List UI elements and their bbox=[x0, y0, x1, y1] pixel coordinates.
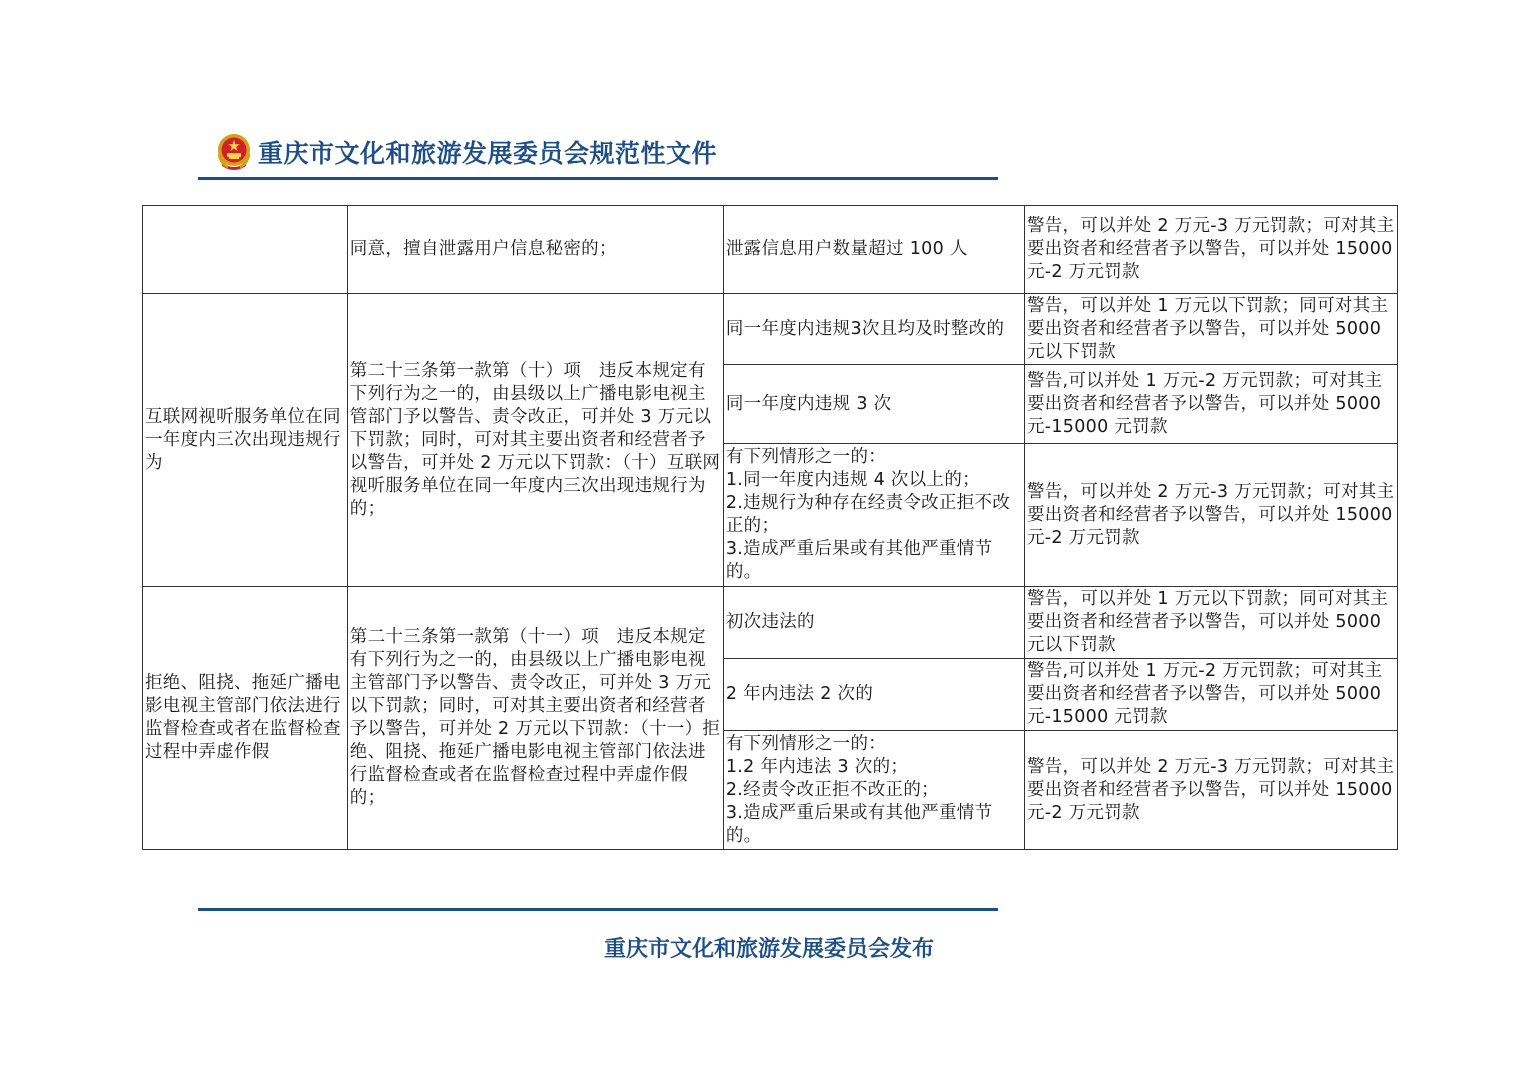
provision-cell: 同意，擅自泄露用户信息秘密的； bbox=[347, 206, 723, 294]
footer-rule bbox=[198, 908, 998, 911]
circumstance-cell: 有下列情形之一的： 1.同一年度内违规 4 次以上的； 2.违规行为种存在经责令改正拒不改正的； 3.造成严重后果或有其他严重情节的。 bbox=[723, 444, 1024, 587]
provision-cell: 第二十三条第一款第（十）项 违反本规定有下列行为之一的，由县级以上广播电影电视主管部门予以警告、责令改正，可并处 3 万元以下罚款；同时，可对其主要出资者和经营者予以警告，可并处 2 万元以下罚款：（十）互联网视听服务单位在同一年度内三次出现违规行为的； bbox=[347, 294, 723, 587]
circumstance-cell: 初次违法的 bbox=[723, 587, 1024, 659]
document-header bbox=[216, 132, 717, 172]
penalty-cell: 警告，可以并处 2 万元-3 万元罚款；可对其主要出资者和经营者予以警告，可以并处 15000 元-2 万元罚款 bbox=[1024, 206, 1397, 294]
table-row bbox=[143, 587, 1398, 659]
penalty-table bbox=[142, 205, 1398, 850]
penalty-cell: 警告，可以并处 1 万元以下罚款；同可对其主要出资者和经营者予以警告，可以并处 5000 元以下罚款 bbox=[1024, 294, 1397, 365]
violation-cell bbox=[143, 206, 348, 294]
circumstance-cell: 同一年度内违规3次且均及时整改的 bbox=[723, 294, 1024, 365]
provision-cell: 第二十三条第一款第（十一）项 违反本规定有下列行为之一的，由县级以上广播电影电视主管部门予以警告、责令改正，可并处 3 万元以下罚款；同时，可对其主要出资者和经营者予以警告，可并处 2 万元以下罚款：（十一）拒绝、阻挠、拖延广播电影电视主管部门依法进行监督检查或者在监督检查过程中弄虚作假的； bbox=[347, 587, 723, 850]
penalty-cell: 警告，可以并处 2 万元-3 万元罚款；可对其主要出资者和经营者予以警告，可以并处 15000 元-2 万元罚款 bbox=[1024, 444, 1397, 587]
violation-cell: 拒绝、阻挠、拖延广播电影电视主管部门依法进行监督检查或者在监督检查过程中弄虚作假 bbox=[143, 587, 348, 850]
header-title: 重庆市文化和旅游发展委员会规范性文件 bbox=[258, 139, 718, 168]
circumstance-cell: 有下列情形之一的： 1.2 年内违法 3 次的； 2.经责令改正拒不改正的； 3.造成严重后果或有其他严重情节的。 bbox=[723, 731, 1024, 850]
circumstance-cell: 2 年内违法 2 次的 bbox=[723, 659, 1024, 731]
header-rule bbox=[198, 177, 998, 180]
penalty-cell: 警告,可以并处 1 万元-2 万元罚款；可对其主要出资者和经营者予以警告，可以并处 5000 元-15000 元罚款 bbox=[1024, 659, 1397, 731]
table-row bbox=[143, 206, 1398, 294]
national-emblem-icon bbox=[216, 132, 252, 172]
penalty-cell: 警告,可以并处 1 万元-2 万元罚款；可对其主要出资者和经营者予以警告，可以并处 5000 元-15000 元罚款 bbox=[1024, 365, 1397, 444]
penalty-cell: 警告，可以并处 2 万元-3 万元罚款；可对其主要出资者和经营者予以警告，可以并处 15000 元-2 万元罚款 bbox=[1024, 731, 1397, 850]
circumstance-cell: 泄露信息用户数量超过 100 人 bbox=[723, 206, 1024, 294]
violation-cell: 互联网视听服务单位在同一年度内三次出现违规行为 bbox=[143, 294, 348, 587]
circumstance-cell: 同一年度内违规 3 次 bbox=[723, 365, 1024, 444]
penalty-cell: 警告，可以并处 1 万元以下罚款；同可对其主要出资者和经营者予以警告，可以并处 5000 元以下罚款 bbox=[1024, 587, 1397, 659]
table-row bbox=[143, 294, 1398, 365]
publisher-text: 重庆市文化和旅游发展委员会发布 bbox=[604, 936, 935, 962]
